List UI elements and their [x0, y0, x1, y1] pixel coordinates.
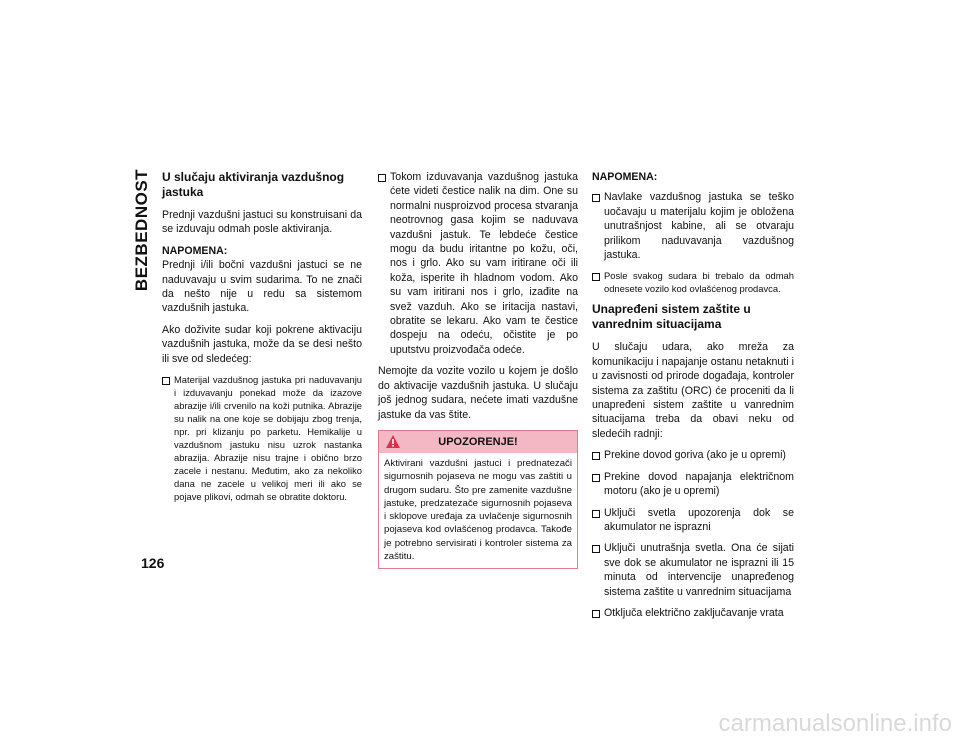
- watermark: carmanualsonline.info: [718, 710, 952, 737]
- bullet-list: [378, 170, 578, 357]
- note-bullet-list: [592, 190, 794, 295]
- note-title: NAPOMENA:: [162, 244, 228, 257]
- list-item-text: Prekine dovod goriva (ako je u opremi): [604, 449, 786, 462]
- list-item: [592, 470, 794, 499]
- square-bullet-icon: [592, 610, 600, 618]
- paragraph: Nemojte da vozite vozilo u kojem je došlo do aktivacije vazdušnih jastuka. U slučaju još jednog sudara, nećete imati vazdušne jastuke da vas štite.: [378, 365, 578, 421]
- list-item: [592, 506, 794, 535]
- square-bullet-icon: [378, 174, 386, 182]
- warning-text: Aktivirani vazdušni jastuci i prednatezači sigurnosnih pojaseva ne mogu vas zaštiti u drugom sudaru. Što pre zamenite vazdušne jastuke, predzatezače sigurnosnih pojaseva i sklopove uređaja za uvlačenje sigurnosnih pojaseva kod ovlašćenog prodavca. Takođe je potrebno servisirati i kontroler sistema za zaštitu.: [384, 457, 572, 562]
- list-item-text: Otključa električno zaključavanje vrata: [604, 606, 784, 619]
- note-text: Prednji i/ili bočni vazdušni jastuci se ne naduvavaju u svim sudarima. To ne znači da nešto nije u redu sa sistemom vazdušnih jastuka.: [162, 259, 362, 315]
- list-item-text: Posle svakog sudara bi trebalo da odmah odnesete vozilo kod ovlašćenog prodavca.: [604, 270, 794, 295]
- list-item-text: Navlake vazdušnog jastuka se teško uočavaju u materijalu kojim je obložena unutrašnjost kabine, ali se otvaraju prilikom naduvavanja vazdušnog jastuka.: [604, 191, 794, 262]
- list-item-text: Uključi svetla upozorenja dok se akumulator ne isprazni: [604, 506, 794, 533]
- square-bullet-icon: [592, 273, 600, 281]
- note-title: NAPOMENA:: [592, 171, 658, 183]
- section-heading: Unapređeni sistem zaštite u vanrednim situacijama: [592, 302, 751, 332]
- warning-box: [378, 430, 578, 569]
- square-bullet-icon: [592, 474, 600, 482]
- section-side-tab: [128, 160, 156, 300]
- square-bullet-icon: [592, 452, 600, 460]
- section-heading: U slučaju aktiviranja vazdušnog jastuka: [162, 170, 345, 199]
- paragraph: Ako doživite sudar koji pokrene aktivaciju vazdušnih jastuka, može da se desi nešto ili sve od sledećeg:: [162, 323, 362, 365]
- page-number: 126: [141, 555, 165, 571]
- square-bullet-icon: [592, 545, 600, 553]
- square-bullet-icon: [162, 377, 170, 385]
- warning-title: UPOZORENJE!: [438, 435, 518, 448]
- list-item: [592, 269, 794, 295]
- list-item: [162, 373, 362, 503]
- list-item-text: Tokom izduvavanja vazdušnog jastuka ćete videti čestice nalik na dim. One su normalni nusproizvod procesa stvaranja neotrovnog gasa kojim se naduvava vazdušni jastuk. Te lebdeće čestice mogu da budu iritantne po kožu, oči, nos i grlo. Ako su vam iritirane oči ili koža, isperite ih hladnom vodom. Ako su vam iritirani nos i grlo, izađite na svež vazduh. Ako se iritacija nastavi, obratite se lekaru. Ako vam te čestice dospeju na odeću, očistite je po uputstvu proizvođača odeće.: [390, 171, 578, 356]
- paragraph: U slučaju udara, ako mreža za komunikaciju i napajanje ostanu netaknuti i u zavisnosti od prirode događaja, kontroler sistema za zaštitu (ORC) će proceniti da li unapređeni sistem zaštite u vanrednim situacijama treba da obavi neku od sledećih radnji:: [592, 341, 794, 440]
- list-item: [592, 541, 794, 599]
- list-item: [378, 170, 578, 357]
- list-item: [592, 606, 794, 620]
- bullet-list: [592, 448, 794, 620]
- column-3: [592, 170, 794, 627]
- warning-triangle-icon: [385, 434, 401, 449]
- column-1: [162, 170, 362, 510]
- list-item: [592, 190, 794, 262]
- list-item: [592, 448, 794, 462]
- paragraph: Prednji vazdušni jastuci su konstruisani da se izduvaju odmah posle aktiviranja.: [162, 209, 362, 236]
- section-title: BEZBEDNOST: [132, 168, 151, 292]
- bullet-list: [162, 373, 362, 503]
- warning-header: [379, 431, 577, 453]
- column-2: [378, 170, 578, 569]
- list-item-text: Prekine dovod napajanja električnom motoru (ako je u opremi): [604, 470, 794, 498]
- square-bullet-icon: [592, 510, 600, 518]
- square-bullet-icon: [592, 194, 600, 202]
- list-item-text: Uključi unutrašnja svetla. Ona će sijati sve dok se akumulator ne isprazni ili 15 minuta od intervencije unapređenog sistema zaštite u vanrednim situacijama: [604, 542, 794, 598]
- list-item-text: Materijal vazdušnog jastuka pri naduvavanju i izduvavanju ponekad može da izazove abrazije i/ili crvenilo na koži putnika. Abrazije su nalik na one koje se dobijaju zbog trenja, npr. pri klizanju po parketu. Hemikalije u vazdušnom jastuku nisu uzrok nastanka abrazija. Abrazije nisu trajne i obično brzo zacele i nestanu. Međutim, ako za nekoliko dana ne zacele u velikoj meri ili ako se pojave plikovi, odmah se obratite doktoru.: [174, 374, 362, 503]
